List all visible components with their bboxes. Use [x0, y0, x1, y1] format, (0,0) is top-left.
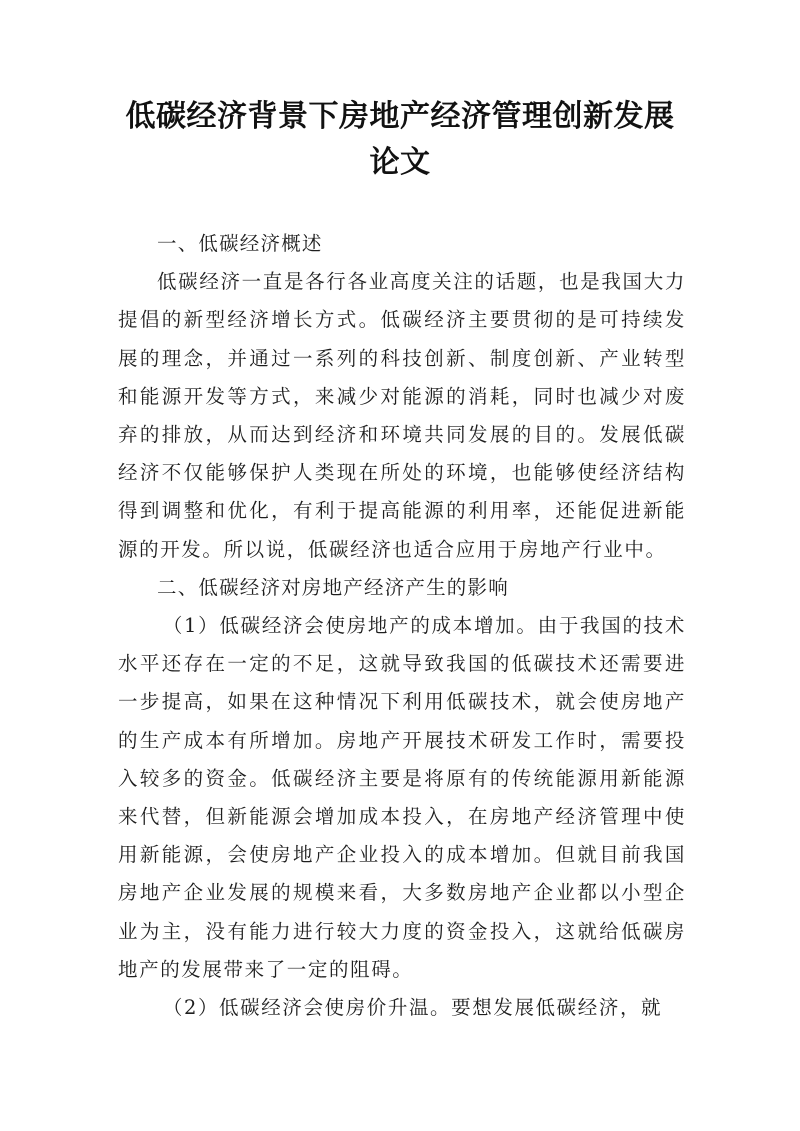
title-line-2: 论文	[369, 145, 431, 180]
document-body	[118, 225, 686, 1027]
paragraph-2: （1）低碳经济会使房地产的成本增加。由于我国的技术水平还存在一定的不足，这就导致我国的低碳技术还需要进一步提高，如果在这种情况下利用低碳技术，就会使房地产的生产成本有所增加。房地产开展技术研发工作时，需要投入较多的资金。低碳经济主要是将原有的传统能源用新能源来代替，但新能源会增加成本投入，在房地产经济管理中使用新能源，会使房地产企业投入的成本增加。但就目前我国房地产企业发展的规模来看，大多数房地产企业都以小型企业为主，没有能力进行较大力度的资金投入，这就给低碳房地产的发展带来了一定的阻碍。	[118, 614, 686, 981]
paragraph-1: 低碳经济一直是各行各业高度关注的话题，也是我国大力提倡的新型经济增长方式。低碳经济主要贯彻的是可持续发展的理念，并通过一系列的科技创新、制度创新、产业转型和能源开发等方式，来减少对能源的消耗，同时也减少对废弃的排放，从而达到经济和环境共同发展的目的。发展低碳经济不仅能够保护人类现在所处的环境，也能够使经济结构得到调整和优化，有利于提高能源的利用率，还能促进新能源的开发。所以说，低碳经济也适合应用于房地产行业中。	[118, 270, 686, 561]
document-title	[100, 94, 700, 186]
section-heading-2: 二、低碳经济对房地产经济产生的影响	[157, 575, 509, 599]
title-line-1: 低碳经济背景下房地产经济管理创新发展	[125, 99, 675, 134]
paragraph-3: （2）低碳经济会使房价升温。要想发展低碳经济，就	[162, 996, 663, 1020]
section-heading-1: 一、低碳经济概述	[157, 232, 323, 255]
